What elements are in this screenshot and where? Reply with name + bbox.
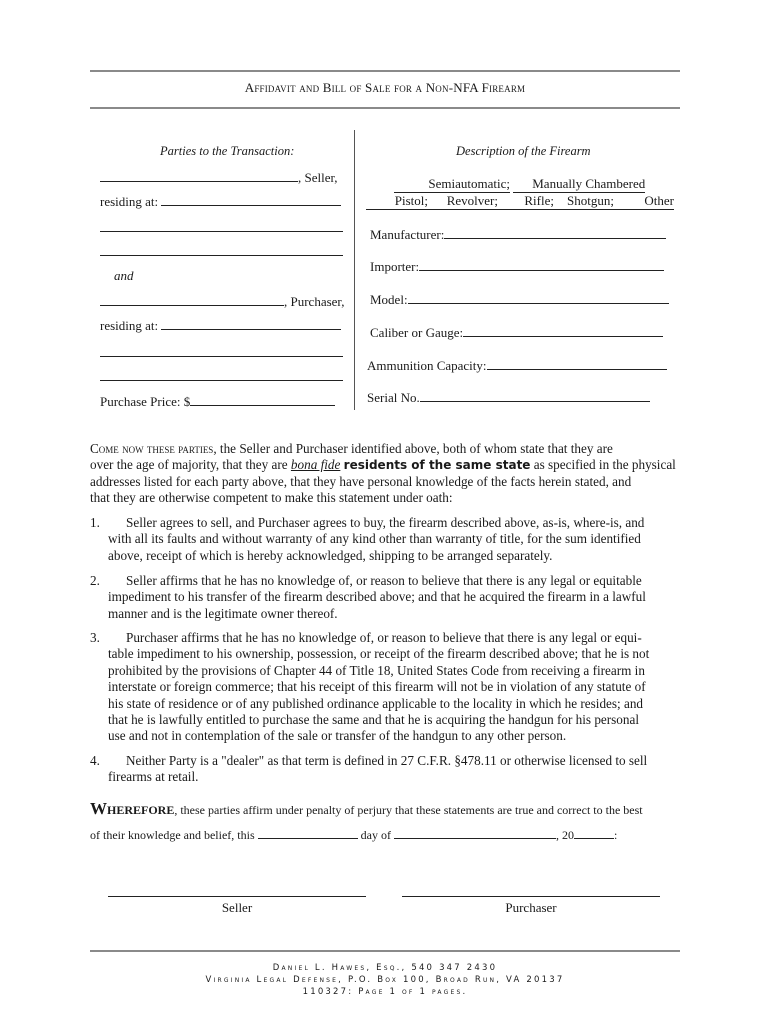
and-label: and	[114, 268, 134, 283]
day-field[interactable]	[258, 827, 358, 839]
purchaser-address-field-3[interactable]	[100, 380, 343, 381]
intro-paragraph	[90, 441, 680, 507]
residing-label-2: residing at:	[100, 318, 159, 333]
intro-line-2-rest: as specified in the physical	[530, 457, 676, 473]
footer-line-3: 110327: Page 1 of 1 pages.	[302, 987, 468, 997]
clause-2-number: 2.	[90, 573, 100, 588]
residents-same-state: residents of the same state	[343, 458, 531, 473]
clause-line: his state of residence or of any published ordinance applicable to the locality in which he resides; and	[108, 695, 644, 711]
purchaser-name-field[interactable]	[100, 294, 284, 306]
footer-line-2: Virginia Legal Defense, P.O. Box 100, Broad Run, VA 20137	[205, 975, 565, 985]
wherefore-text: , these parties affirm under penalty of perjury that these statements are true and correct to the best	[174, 803, 643, 817]
purchaser-address-field-1[interactable]	[161, 318, 341, 330]
serial-row	[367, 390, 650, 406]
clause-line: use and not in contemplation of the sale or transfer of the handgun to any other person.	[108, 728, 567, 744]
option-other[interactable]: Other	[644, 193, 674, 208]
wherefore-line-2d: :	[613, 828, 618, 842]
clause-3-number: 3.	[90, 630, 100, 645]
option-revolver[interactable]: Revolver;	[446, 193, 498, 208]
month-field[interactable]	[394, 827, 556, 839]
wherefore-line-1	[90, 799, 690, 819]
clause-line: Seller affirms that he has no knowledge of, or reason to believe that there is any legal or equitable	[126, 573, 642, 588]
clause-line: impediment to his transfer of the firearm described above; and that he acquired the firearm in a lawful	[108, 589, 646, 605]
year-field[interactable]	[574, 827, 614, 839]
clause-line: above, receipt of which is hereby acknowledged, shipping to be arranged separately.	[108, 547, 553, 563]
clause-1	[108, 515, 679, 564]
intro-line-3: addresses listed for each party above, that they have personal knowledge of the facts herein stated, and	[90, 473, 632, 489]
parties-heading: Parties to the Transaction:	[160, 144, 295, 158]
clause-line: firearms at retail.	[108, 769, 199, 785]
footer-line-1: Daniel L. Hawes, Esq., 540 347 2430	[272, 963, 498, 973]
footer	[90, 962, 680, 998]
clause-line: manner and is the legitimate owner thereof.	[108, 605, 338, 621]
caliber-field[interactable]	[463, 325, 663, 337]
purchaser-signature-line[interactable]	[402, 896, 660, 897]
clause-line: prohibited by the provisions of Chapter 44 of Title 18, United States Code from receiving a firearm in	[108, 662, 645, 678]
bona-fide: bona fide	[290, 457, 341, 473]
purchaser-label: , Purchaser,	[284, 294, 345, 309]
capacity-field[interactable]	[487, 358, 667, 370]
intro-lead: Come now these parties	[90, 441, 214, 456]
wherefore-lead: Wherefore	[90, 799, 175, 818]
option-rifle[interactable]: Rifle;	[524, 193, 554, 208]
action-options	[394, 176, 645, 193]
seller-label: , Seller,	[298, 170, 338, 185]
seller-signature-line[interactable]	[108, 896, 366, 897]
manufacturer-row	[370, 227, 666, 243]
clause-4	[108, 753, 679, 786]
intro-line-4: that they are otherwise competent to make this statement under oath:	[90, 490, 453, 506]
seller-line	[100, 170, 338, 186]
model-label: Model:	[370, 292, 408, 307]
price-label: Purchase Price: $	[100, 394, 191, 409]
caliber-row	[370, 325, 663, 341]
price-line	[100, 394, 335, 410]
purchaser-residence-line	[100, 318, 341, 334]
purchaser-signature-label: Purchaser	[505, 900, 557, 915]
purchaser-address-field-2[interactable]	[100, 356, 343, 357]
model-row	[370, 292, 669, 308]
option-manually-chambered[interactable]: Manually Chambered	[513, 176, 645, 193]
caliber-label: Caliber or Gauge:	[370, 325, 464, 340]
seller-address-field-2[interactable]	[100, 231, 343, 232]
intro-line-1-text: , the Seller and Purchaser identified above, both of whom state that they are	[213, 441, 613, 456]
intro-line-2	[90, 457, 680, 473]
clause-line: Seller agrees to sell, and Purchaser agrees to buy, the firearm described above, as-is, where-is, and	[126, 515, 645, 530]
title-rule	[90, 107, 680, 109]
seller-name-field[interactable]	[100, 170, 298, 182]
clause-3	[108, 630, 679, 745]
importer-row	[370, 259, 664, 275]
intro-line-1	[90, 441, 680, 457]
capacity-label: Ammunition Capacity:	[367, 358, 487, 373]
clause-line: that he is lawfully entitled to purchase the same and that he is acquiring the handgun for his personal	[108, 712, 640, 728]
clause-line: Neither Party is a "dealer" as that term is defined in 27 C.F.R. §478.11 or otherwise licensed to sell	[126, 753, 648, 768]
manufacturer-field[interactable]	[444, 227, 666, 239]
model-field[interactable]	[408, 292, 669, 304]
option-shotgun[interactable]: Shotgun;	[567, 193, 614, 208]
importer-label: Importer:	[370, 259, 420, 274]
footer-rule	[90, 950, 680, 952]
seller-signature-label: Seller	[221, 900, 253, 915]
seller-residence-line	[100, 194, 341, 210]
clause-4-number: 4.	[90, 753, 100, 768]
intro-line-2-text: over the age of majority, that they are	[90, 457, 291, 473]
option-semiautomatic[interactable]: Semiautomatic;	[394, 176, 510, 193]
importer-field[interactable]	[419, 259, 664, 271]
wherefore-line-2	[90, 827, 617, 843]
purchaser-line	[100, 294, 345, 310]
clause-line: interstate or foreign commerce; that his receipt of this firearm will not be in violation of any statute of	[108, 679, 646, 695]
price-field[interactable]	[190, 394, 335, 406]
clause-line: Purchaser affirms that he has no knowledge of, or reason to believe that there is any legal or equi-	[126, 630, 642, 645]
type-options	[366, 193, 674, 210]
capacity-row	[367, 358, 667, 374]
document-title: Affidavit and Bill of Sale for a Non-NFA Firearm	[244, 80, 526, 95]
column-divider	[354, 130, 355, 410]
clause-1-number: 1.	[90, 515, 100, 530]
seller-address-field-3[interactable]	[100, 255, 343, 256]
wherefore-line-2b: day of	[357, 828, 394, 842]
clause-2	[108, 573, 679, 622]
serial-label: Serial No.	[367, 390, 420, 405]
wherefore-line-2a: of their knowledge and belief, this	[90, 828, 258, 842]
clause-line: with all its faults and without warranty of any kind other than warranty of title, for the sum identified	[108, 531, 641, 547]
residing-label: residing at:	[100, 194, 159, 209]
serial-field[interactable]	[420, 390, 650, 402]
firearm-heading: Description of the Firearm	[456, 144, 591, 158]
seller-address-field-1[interactable]	[161, 194, 341, 206]
manufacturer-label: Manufacturer:	[370, 227, 445, 242]
clause-line: table impediment to his ownership, possession, or receipt of the firearm described above; that he is not	[108, 646, 650, 662]
wherefore-line-2c: , 20	[555, 828, 574, 842]
option-pistol[interactable]: Pistol;	[394, 193, 428, 208]
top-rule	[90, 70, 680, 72]
